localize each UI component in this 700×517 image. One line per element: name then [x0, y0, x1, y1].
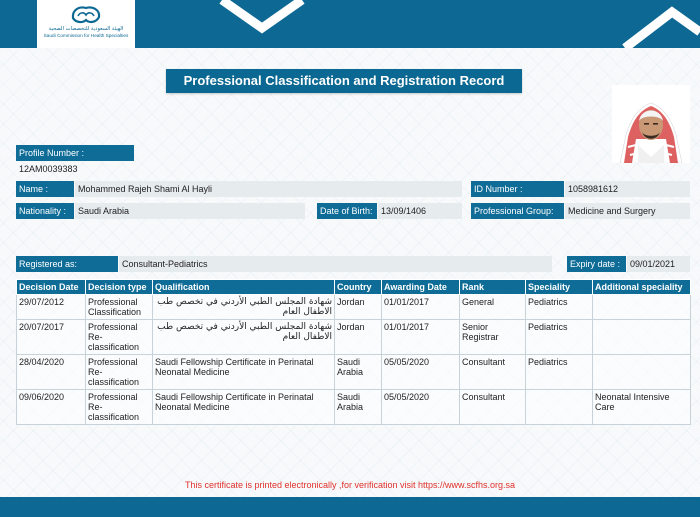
table-row	[17, 320, 691, 355]
decision-type-cell: Professional Re-classification	[86, 390, 153, 425]
awarding-date-cell: 01/01/2017	[382, 320, 460, 355]
awarding-date-cell: 05/05/2020	[382, 390, 460, 425]
country-cell: Saudi Arabia	[335, 355, 382, 390]
verification-note: This certificate is printed electronically ,for verification visit https://www.scfhs.org.sa	[184, 480, 516, 490]
dob-value: 13/09/1406	[378, 203, 462, 219]
header-speciality: Speciality	[526, 280, 593, 295]
additional-speciality-cell	[593, 295, 691, 320]
professional-group-value: Medicine and Surgery	[565, 203, 690, 219]
decision-type-cell: Professional Re-classification	[86, 320, 153, 355]
rank-cell: General	[460, 295, 526, 320]
header-decision-type: Decision type	[86, 280, 153, 295]
speciality-cell: Pediatrics	[526, 295, 593, 320]
speciality-cell: Pediatrics	[526, 320, 593, 355]
header-additional-speciality: Additional speciality	[593, 280, 691, 295]
speciality-cell: Pediatrics	[526, 355, 593, 390]
nationality-label: Nationality :	[16, 203, 74, 219]
header-country: Country	[335, 280, 382, 295]
profile-number-label: Profile Number :	[16, 145, 134, 161]
person-photo-icon	[612, 85, 690, 163]
table-row	[17, 390, 691, 425]
bottom-banner	[0, 497, 700, 517]
scfhs-logo	[37, 0, 135, 48]
registered-as-label: Registered as:	[16, 256, 118, 272]
additional-speciality-cell	[593, 320, 691, 355]
profile-number-value: 12AM0039383	[19, 164, 78, 174]
table-header-row	[17, 280, 691, 295]
rank-cell: Consultant	[460, 355, 526, 390]
header-decision-date: Decision Date	[17, 280, 86, 295]
professional-group-label: Professional Group:	[471, 203, 564, 219]
qualification-cell: Saudi Fellowship Certificate in Perinatal Neonatal Medicine	[153, 355, 335, 390]
logo-arabic-text: الهيئة السعودية للتخصصات الصحية	[48, 26, 124, 32]
table-row	[17, 295, 691, 320]
country-cell: Jordan	[335, 295, 382, 320]
qualification-cell: شهادة المجلس الطبي الأردني في تخصص طب الاطفال العام	[153, 320, 335, 355]
decision-type-cell: Professional Classification	[86, 295, 153, 320]
speciality-cell	[526, 390, 593, 425]
header-rank: Rank	[460, 280, 526, 295]
awarding-date-cell: 01/01/2017	[382, 295, 460, 320]
profile-photo	[612, 85, 690, 163]
additional-speciality-cell	[593, 355, 691, 390]
qualification-cell: Saudi Fellowship Certificate in Perinatal Neonatal Medicine	[153, 390, 335, 425]
decision-date-cell: 28/04/2020	[17, 355, 86, 390]
registered-as-value: Consultant-Pediatrics	[119, 256, 552, 272]
table-row	[17, 355, 691, 390]
rank-cell: Senior Registrar	[460, 320, 526, 355]
id-number-label: ID Number :	[471, 181, 564, 197]
id-number-value: 1058981612	[565, 181, 690, 197]
name-label: Name :	[16, 181, 74, 197]
logo-mark-icon	[69, 4, 103, 26]
nationality-value: Saudi Arabia	[75, 203, 305, 219]
country-cell: Jordan	[335, 320, 382, 355]
additional-speciality-cell: Neonatal Intensive Care	[593, 390, 691, 425]
decision-date-cell: 29/07/2012	[17, 295, 86, 320]
expiry-date-label: Expiry date :	[567, 256, 626, 272]
header-qualification: Qualification	[153, 280, 335, 295]
decisions-table	[16, 279, 691, 425]
awarding-date-cell: 05/05/2020	[382, 355, 460, 390]
dob-label: Date of Birth:	[317, 203, 377, 219]
country-cell: Saudi Arabia	[335, 390, 382, 425]
top-banner	[0, 0, 700, 48]
decision-date-cell: 20/07/2017	[17, 320, 86, 355]
decision-type-cell: Professional Re-classification	[86, 355, 153, 390]
name-value: Mohammed Rajeh Shami Al Hayli	[75, 181, 462, 197]
header-awarding-date: Awarding Date	[382, 280, 460, 295]
logo-english-text: Saudi Commission for Health Specialties	[43, 33, 129, 38]
page-title: Professional Classification and Registration Record	[166, 69, 522, 93]
rank-cell: Consultant	[460, 390, 526, 425]
expiry-date-value: 09/01/2021	[627, 256, 690, 272]
qualification-cell: شهادة المجلس الطبي الأردني في تخصص طب الاطفال العام	[153, 295, 335, 320]
decision-date-cell: 09/06/2020	[17, 390, 86, 425]
